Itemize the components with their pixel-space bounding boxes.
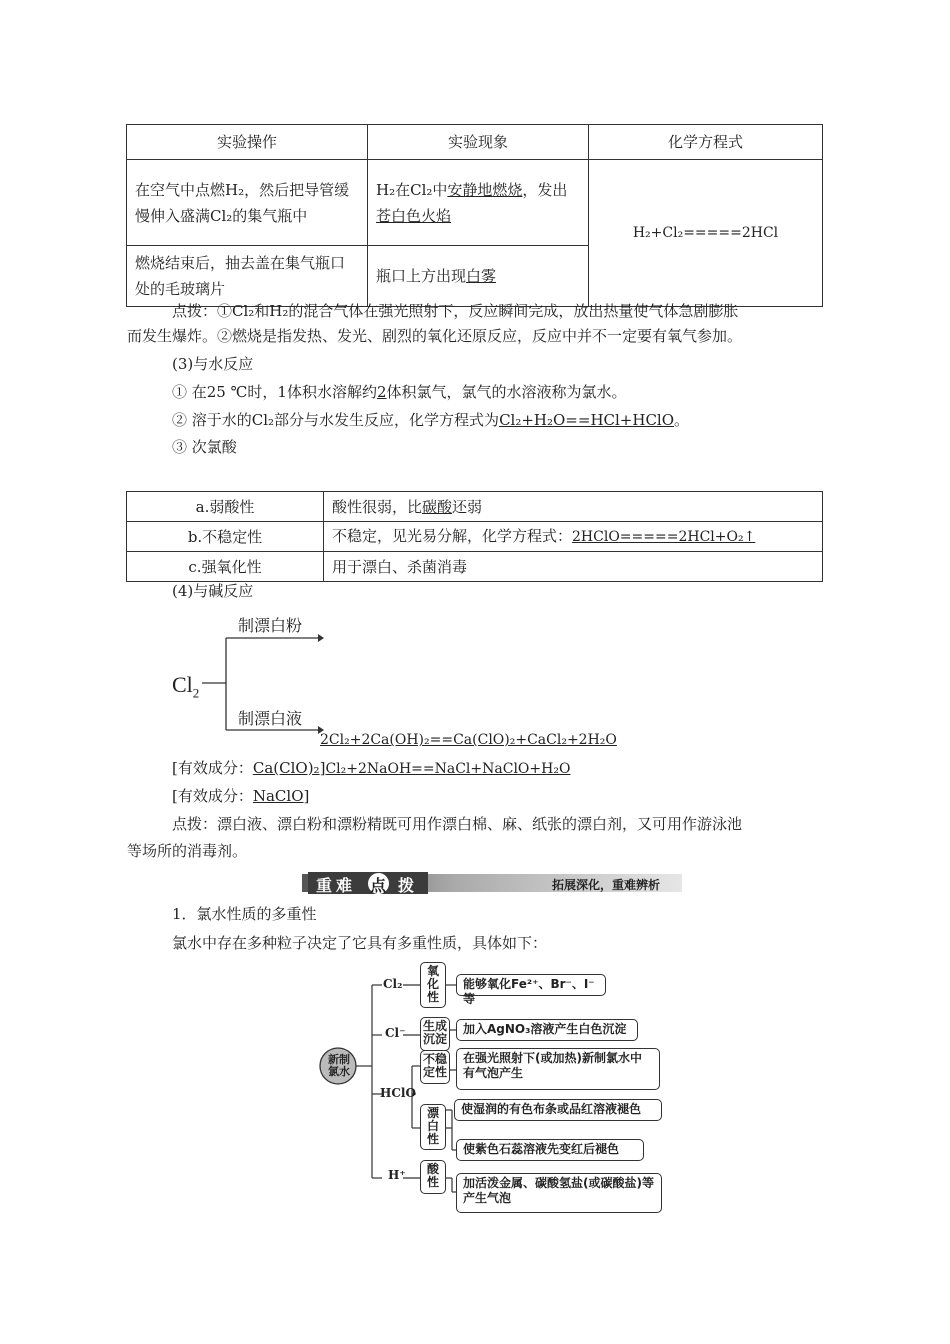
text: 瓶口上方出现	[376, 267, 467, 285]
table-header: 实验现象	[368, 125, 589, 160]
banner-dot: 点	[370, 876, 387, 895]
note1-line1: 点拨：①Cl₂和H₂的混合气体在强光照射下，反应瞬间完成，放出热量使气体急剧膨胀	[172, 302, 739, 320]
note2-line2: 等场所的消毒剂。	[127, 842, 248, 860]
section1-intro: 氯水中存在多种粒子决定了它具有多重性质，具体如下：	[172, 934, 548, 952]
answer-text: 白雾	[466, 267, 497, 285]
subscript: 2	[192, 685, 200, 701]
text: 。	[674, 411, 690, 429]
text: H₂在Cl₂中	[376, 180, 448, 199]
banner-left: 重难	[316, 876, 357, 895]
particle-hclo: HClO	[380, 1086, 416, 1100]
branch-bleach-liquid: 制漂白液	[238, 709, 303, 728]
diagram-center: 新制氯水	[328, 1053, 350, 1078]
answer-text: 碳酸	[422, 497, 453, 516]
answer-text: Cl₂+H₂O==HCl+HClO	[499, 411, 675, 429]
table-header: 实验操作	[127, 125, 368, 160]
table-cell-value: 用于漂白、杀菌消毒	[324, 552, 823, 582]
answer-text: NaClO	[252, 787, 304, 805]
text: [有效成分：	[172, 787, 253, 805]
particle-h-ion: H⁺	[388, 1168, 406, 1182]
desc-unstable: 在强光照射下(或加热)新制氯水中有气泡产生	[456, 1048, 660, 1090]
note1-line2: 而发生爆炸。②燃烧是指发热、发光、剧烈的氧化还原反应，反应中并不一定要有氧气参加。	[127, 327, 743, 345]
text: ]	[319, 759, 326, 777]
text: 不稳定，见光易分解，化学方程式：	[332, 527, 573, 545]
desc-precipitate: 加入AgNO₃溶液产生白色沉淀	[456, 1019, 638, 1041]
banner-sub: 拓展深化，重难辨析	[552, 878, 661, 892]
table-cell-op2: 燃烧结束后，抽去盖在集气瓶口处的毛玻璃片	[127, 246, 368, 307]
particle-cl-ion: Cl⁻	[385, 1026, 406, 1040]
answer-text: Ca(ClO)₂	[252, 759, 320, 777]
text: ，发出	[522, 180, 568, 199]
desc-bleaching: 使湿润的有色布条或品红溶液褪色	[454, 1099, 662, 1121]
banner-right: 拨	[398, 876, 415, 895]
desc-acidic: 加活泼金属、碳酸氢盐(或碳酸盐)等产生气泡	[456, 1173, 662, 1213]
text: 还弱	[452, 497, 483, 516]
branch-bleach-powder: 制漂白粉	[238, 616, 303, 635]
text: ② 溶于水的Cl₂部分与水发生反应，化学方程式为	[172, 411, 500, 429]
table-cell-key: c.强氧化性	[127, 552, 324, 582]
text: Cl	[172, 672, 193, 697]
text: 体积氯气，氯气的水溶液称为氯水。	[386, 383, 627, 401]
table-cell-equation: H₂+Cl₂=====2HCl	[589, 160, 823, 307]
table-header: 化学方程式	[589, 125, 823, 160]
desc-oxidizing: 能够氧化Fe²⁺、Br⁻、I⁻等	[456, 974, 606, 996]
equation-bleach-liquid: Cl₂+2NaOH==NaCl+NaClO+H₂O	[325, 761, 571, 777]
table-cell-key: a.弱酸性	[127, 492, 324, 522]
particle-cl2: Cl₂	[383, 977, 403, 991]
desc-litmus: 使紫色石蕊溶液先变红后褪色	[456, 1139, 644, 1161]
table-cell-key: b.不稳定性	[127, 522, 324, 552]
prop-unstable: 不稳定性	[420, 1050, 450, 1084]
prop-bleaching: 漂白性	[420, 1104, 446, 1150]
answer-text: 2	[376, 383, 387, 401]
prop-oxidizing: 氧化性	[420, 962, 446, 1008]
answer-text: 安静地燃烧	[447, 180, 523, 199]
section1-title: 1．氯水性质的多重性	[172, 905, 317, 923]
prop-acidic: 酸性	[420, 1160, 446, 1194]
equation-bleach-powder: 2Cl₂+2Ca(OH)₂==Ca(ClO)₂+CaCl₂+2H₂O	[320, 732, 617, 748]
table-cell-op1: 在空气中点燃H₂，然后把导管缓慢伸入盛满Cl₂的集气瓶中	[127, 160, 368, 246]
text: ]	[303, 787, 310, 805]
text: [有效成分：	[172, 759, 253, 777]
text: ① 在25 ℃时，1体积水溶解约	[172, 383, 377, 401]
base-title: (4)与碱反应	[172, 582, 254, 600]
prop-precipitate: 生成沉淀	[420, 1017, 450, 1051]
water-p3: ③ 次氯酸	[172, 438, 237, 456]
answer-text: 2HClO=====2HCl+O₂↑	[572, 529, 756, 545]
text: 酸性很弱，比	[332, 497, 423, 516]
note2-line1: 点拨：漂白液、漂白粉和漂粉精既可用作漂白棉、麻、纸张的漂白剂，又可用作游泳池	[172, 815, 743, 833]
water-title: (3)与水反应	[172, 355, 254, 373]
answer-text: 苍白色火焰	[376, 206, 452, 225]
